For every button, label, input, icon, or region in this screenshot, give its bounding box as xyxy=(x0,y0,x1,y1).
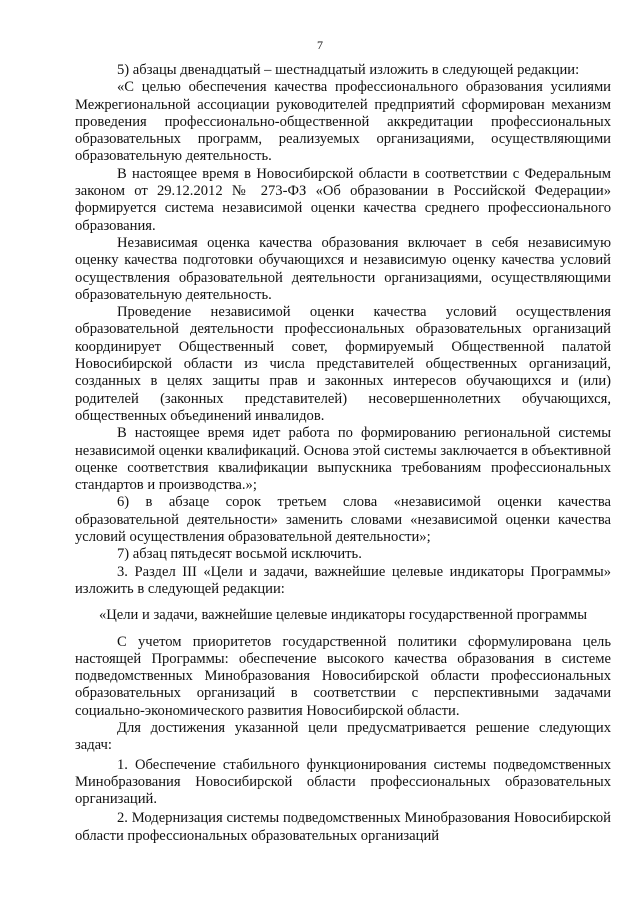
paragraph: 5) абзацы двенадцатый – шестнадцатый изложить в следующей редакции: xyxy=(117,62,580,78)
paragraph: 7) абзац пятьдесят восьмой исключить. xyxy=(117,546,362,563)
paragraph: 6) в абзаце сорок третьем слова «независимой оценки качества образовательной деятельности» заменить словами «независимой оценки качества условий осуществления образовательной деятельности»; xyxy=(75,494,611,546)
paragraph: «С целью обеспечения качества профессионального образования усилиями Межрегиональной ассоциации руководителей предприятий сформирован механизм проведения профессионально-общественной аккредитации профессиональных образовательных программ, реализуемых организациями, осуществляющими образовательную деятельность. xyxy=(75,79,611,165)
paragraph: 3. Раздел III «Цели и задачи, важнейшие целевые индикаторы Программы» изложить в следующей редакции: xyxy=(75,563,611,597)
section-heading: «Цели и задачи, важнейшие целевые индикаторы государственной программы xyxy=(98,607,588,624)
paragraph: В настоящее время в Новосибирской области в соответствии с Федеральным законом от 29.12.2012 № 273-ФЗ «Об образовании в Российской Федерации» формируется система независимой оценки качества среднего профессионального образования. xyxy=(75,165,611,234)
page-number: 7 xyxy=(317,38,323,52)
task-item: 2. Модернизация системы подведомственных Минобразования Новосибирской области профессиональных образовательных организаций xyxy=(75,810,611,844)
paragraph: В настоящее время идет работа по формированию региональной системы независимой оценки квалификаций. Основа этой системы заключается в объективной оценке соответствия квалификации выпускника требованиям профессиональных стандартов и производства.»; xyxy=(75,425,611,494)
paragraph: Для достижения указанной цели предусматривается решение следующих задач: xyxy=(75,719,611,754)
paragraph: Независимая оценка качества образования включает в себя независимую оценку качества подготовки обучающихся и независимую оценку качества условий осуществления образовательной деятельности организациями, осуществляющими образовательную деятельность. xyxy=(75,234,611,303)
paragraph: С учетом приоритетов государственной политики сформулирована цель настоящей Программы: обеспечение высокого качества образования в системе подведомственных Минобразования Новосибирской области профессиональных образовательных организаций в соответствии с перспективными задачами социально-экономического развития Новосибирской области. xyxy=(75,633,611,719)
paragraph: Проведение независимой оценки качества условий осуществления образовательной деятельности профессиональных образовательных организаций координирует Общественный совет, формируемый Общественной палатой Новосибирской области из числа представителей общественных организаций, созданных в целях защиты прав и законных интересов обучающихся и (или) родителей (законных представителей) несовершеннолетних обучающихся, общественных объединений инвалидов. xyxy=(75,304,611,424)
task-item: 1. Обеспечение стабильного функционирования системы подведомственных Минобразования Новосибирской области профессиональных образовательных организаций. xyxy=(75,756,611,808)
document-body xyxy=(75,62,611,845)
